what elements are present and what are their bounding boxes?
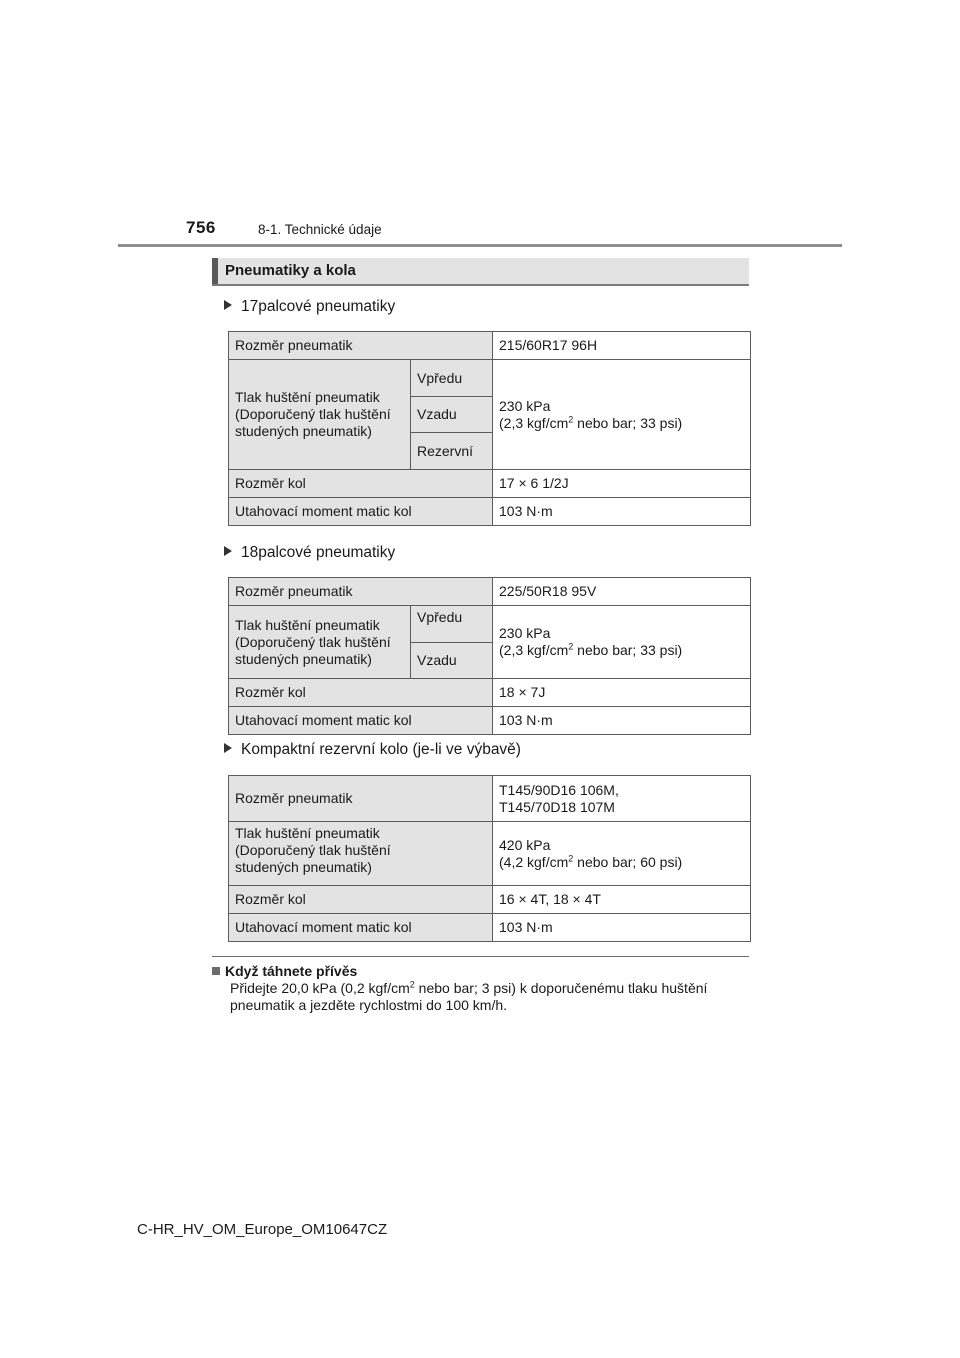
tire-size-value: T145/90D16 106M, T145/70D18 107M bbox=[493, 776, 751, 822]
table-row bbox=[229, 578, 751, 606]
spec-table-17-inch bbox=[228, 331, 751, 526]
table-row bbox=[229, 707, 751, 735]
wheel-size-label: Rozměr kol bbox=[229, 679, 493, 707]
spec-table-compact-spare bbox=[228, 775, 751, 942]
torque-label: Utahovací moment matic kol bbox=[229, 914, 493, 942]
table-row bbox=[229, 606, 751, 643]
triangle-bullet-icon bbox=[224, 546, 232, 556]
tire-size-value: 215/60R17 96H bbox=[493, 332, 751, 360]
title-accent-bar bbox=[212, 258, 218, 284]
subheading-text: 18palcové pneumatiky bbox=[241, 544, 396, 561]
section-title-bar bbox=[212, 258, 749, 286]
table-row bbox=[229, 776, 751, 822]
triangle-bullet-icon bbox=[224, 300, 232, 310]
table-row bbox=[229, 332, 751, 360]
table-row bbox=[229, 679, 751, 707]
position-front: Vpředu bbox=[411, 360, 493, 397]
subheading-18-inch bbox=[224, 544, 395, 562]
pressure-conversion: (2,3 kgf/$cm^2$ nebo bar; 33 psi) bbox=[499, 641, 683, 658]
note-title: Když táhnete přívěs bbox=[225, 963, 358, 979]
torque-value: 103 N·m bbox=[493, 498, 751, 526]
wheel-size-value: 17 × 6 1/2J bbox=[493, 470, 751, 498]
table-row bbox=[229, 360, 751, 397]
pressure-conversion: (4,2 kgf/$cm^2$ nebo bar; 60 psi) bbox=[499, 852, 683, 870]
wheel-size-value: 16 × 4T, 18 × 4T bbox=[493, 886, 751, 914]
torque-value: 103 N·m bbox=[493, 707, 751, 735]
table-row bbox=[229, 498, 751, 526]
pressure-kpa: 230 kPa bbox=[499, 397, 551, 414]
towing-note bbox=[212, 963, 752, 1014]
note-body: Přidejte 20,0 kPa (0,2 kgf/$cm^2$ nebo bar; 3 psi) k doporučenému tlaku huštění pneumatik a jezděte rychlostmi do 100 km/h. bbox=[230, 979, 708, 1013]
page-number: 756 bbox=[186, 218, 216, 237]
tire-size-label: Rozměr pneumatik bbox=[229, 578, 493, 606]
pressure-label: Tlak huštění pneumatik (Doporučený tlak huštění studených pneumatik) bbox=[229, 822, 493, 886]
subheading-text: 17palcové pneumatiky bbox=[241, 298, 396, 315]
pressure-kpa: 420 kPa bbox=[499, 836, 551, 853]
wheel-size-label: Rozměr kol bbox=[229, 886, 493, 914]
header-divider bbox=[118, 244, 842, 247]
table-row bbox=[229, 470, 751, 498]
table-row bbox=[229, 822, 751, 886]
pressure-value bbox=[493, 822, 751, 886]
position-spare: Rezervní bbox=[411, 433, 493, 470]
table-row bbox=[229, 886, 751, 914]
table-row bbox=[229, 914, 751, 942]
tire-size-label: Rozměr pneumatik bbox=[229, 332, 493, 360]
wheel-size-value: 18 × 7J bbox=[493, 679, 751, 707]
pressure-conversion: (2,3 kgf/$cm^2$ nebo bar; 33 psi) bbox=[499, 413, 683, 431]
note-divider bbox=[212, 956, 749, 957]
pressure-label: Tlak huštění pneumatik (Doporučený tlak huštění studených pneumatik) bbox=[229, 606, 411, 679]
pressure-value bbox=[493, 360, 751, 470]
document-footer: C-HR_HV_OM_Europe_OM10647CZ bbox=[137, 1221, 388, 1238]
triangle-bullet-icon bbox=[224, 743, 232, 753]
section-header: 8-1. Technické údaje bbox=[258, 222, 382, 237]
pressure-value bbox=[493, 606, 751, 679]
torque-label: Utahovací moment matic kol bbox=[229, 498, 493, 526]
section-title: Pneumatiky a kola bbox=[225, 262, 356, 279]
subheading-17-inch bbox=[224, 298, 395, 316]
subheading-text: Kompaktní rezervní kolo (je-li ve výbavě) bbox=[241, 741, 521, 758]
wheel-size-label: Rozměr kol bbox=[229, 470, 493, 498]
subheading-compact-spare bbox=[224, 741, 521, 759]
tire-size-label: Rozměr pneumatik bbox=[229, 776, 493, 822]
position-rear: Vzadu bbox=[411, 397, 493, 433]
tire-size-value: 225/50R18 95V bbox=[493, 578, 751, 606]
position-rear: Vzadu bbox=[411, 643, 493, 679]
torque-value: 103 N·m bbox=[493, 914, 751, 942]
spec-table-18-inch bbox=[228, 577, 751, 735]
square-bullet-icon bbox=[212, 967, 220, 975]
pressure-kpa: 230 kPa bbox=[499, 625, 551, 641]
position-front: Vpředu bbox=[411, 606, 493, 643]
pressure-label: Tlak huštění pneumatik (Doporučený tlak huštění studených pneumatik) bbox=[229, 360, 411, 470]
torque-label: Utahovací moment matic kol bbox=[229, 707, 493, 735]
